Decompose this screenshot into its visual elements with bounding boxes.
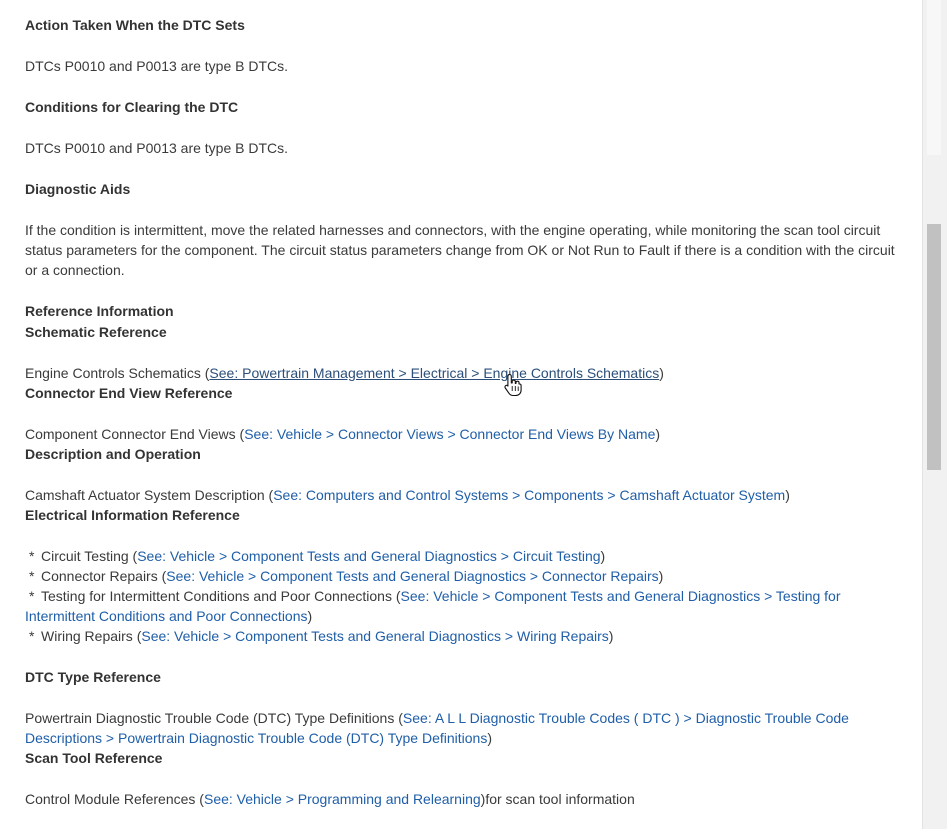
action-taken-text: DTCs P0010 and P0013 are type B DTCs. xyxy=(25,58,289,74)
description-operation-prefix: Camshaft Actuator System Description ( xyxy=(25,487,274,503)
connector-end-view-heading: Connector End View Reference xyxy=(25,385,233,401)
hand-pointer-icon xyxy=(503,373,523,397)
schematic-reference-suffix: ) xyxy=(659,365,664,381)
programming-relearning-link[interactable]: See: Vehicle > Programming and Relearning xyxy=(203,791,481,807)
scrollbar-track-upper xyxy=(927,0,941,155)
list-item xyxy=(25,566,905,586)
list-item-suffix: ) xyxy=(658,568,664,584)
document-content xyxy=(25,15,905,809)
dtc-type-link[interactable]: See: A L L Diagnostic Trouble Codes ( DTC ) > Diagnostic Trouble Code Descriptions > Powertrain Diagnostic Trouble Code (DTC) Type Definitions xyxy=(25,710,849,746)
list-item-suffix: ) xyxy=(600,548,606,564)
reference-information-heading: Reference Information xyxy=(25,303,174,319)
description-operation-suffix: ) xyxy=(785,487,790,503)
conditions-clearing-heading: Conditions for Clearing the DTC xyxy=(25,99,239,115)
description-operation-link[interactable]: See: Computers and Control Systems > Components > Camshaft Actuator System xyxy=(273,487,786,503)
description-operation-line xyxy=(25,485,905,505)
bullet-mark: * xyxy=(29,628,35,644)
conditions-clearing-text: DTCs P0010 and P0013 are type B DTCs. xyxy=(25,140,289,156)
scan-tool-line xyxy=(25,789,905,809)
connector-repairs-link[interactable]: See: Vehicle > Component Tests and General Diagnostics > Connector Repairs xyxy=(166,568,659,584)
scan-tool-heading: Scan Tool Reference xyxy=(25,750,163,766)
list-item-prefix: Wiring Repairs ( xyxy=(41,628,142,644)
intermittent-testing-link[interactable]: See: Vehicle > Component Tests and General Diagnostics > Testing for Intermittent Conditions and Poor Connections xyxy=(25,588,841,624)
bullet-mark: * xyxy=(29,588,35,604)
connector-end-view-line xyxy=(25,424,905,444)
schematic-reference-link[interactable]: See: Powertrain Management > Electrical > Engine Controls Schematics xyxy=(209,365,660,381)
list-item xyxy=(25,586,905,626)
schematic-reference-line xyxy=(25,363,905,383)
connector-end-view-link[interactable]: See: Vehicle > Connector Views > Connector End Views By Name xyxy=(244,426,656,442)
list-item xyxy=(25,626,905,646)
list-item-prefix: Connector Repairs ( xyxy=(41,568,167,584)
scan-tool-prefix: Control Module References ( xyxy=(25,791,204,807)
list-item-suffix: ) xyxy=(608,628,614,644)
action-taken-heading: Action Taken When the DTC Sets xyxy=(25,17,245,33)
diagnostic-aids-text: If the condition is intermittent, move the related harnesses and connectors, with the engine operating, while monitoring the scan tool circuit status parameters for the component. The circuit status parameters change from OK or Not Run to Fault if there is a condition with the circuit or a connection. xyxy=(25,222,895,278)
vertical-scrollbar[interactable] xyxy=(922,0,947,829)
wiring-repairs-link[interactable]: See: Vehicle > Component Tests and General Diagnostics > Wiring Repairs xyxy=(141,628,609,644)
connector-end-view-prefix: Component Connector End Views ( xyxy=(25,426,245,442)
diagnostic-aids-heading: Diagnostic Aids xyxy=(25,181,131,197)
bullet-mark: * xyxy=(29,548,35,564)
list-item-suffix: ) xyxy=(307,608,313,624)
electrical-info-heading: Electrical Information Reference xyxy=(25,507,240,523)
circuit-testing-link[interactable]: See: Vehicle > Component Tests and General Diagnostics > Circuit Testing xyxy=(137,548,601,564)
description-operation-heading: Description and Operation xyxy=(25,446,201,462)
scan-tool-suffix: )for scan tool information xyxy=(480,791,635,807)
connector-end-view-suffix: ) xyxy=(655,426,661,442)
list-item-prefix: Circuit Testing ( xyxy=(41,548,138,564)
dtc-type-line xyxy=(25,708,905,748)
schematic-reference-prefix: Engine Controls Schematics ( xyxy=(25,365,210,381)
list-item-prefix: Testing for Intermittent Conditions and Poor Connections ( xyxy=(41,588,401,604)
dtc-type-heading: DTC Type Reference xyxy=(25,669,161,685)
scrollbar-thumb[interactable] xyxy=(927,224,941,470)
dtc-type-prefix: Powertrain Diagnostic Trouble Code (DTC) Type Definitions ( xyxy=(25,710,403,726)
list-item xyxy=(25,546,905,566)
schematic-reference-heading: Schematic Reference xyxy=(25,324,167,340)
bullet-mark: * xyxy=(29,568,35,584)
dtc-type-suffix: ) xyxy=(487,730,492,746)
